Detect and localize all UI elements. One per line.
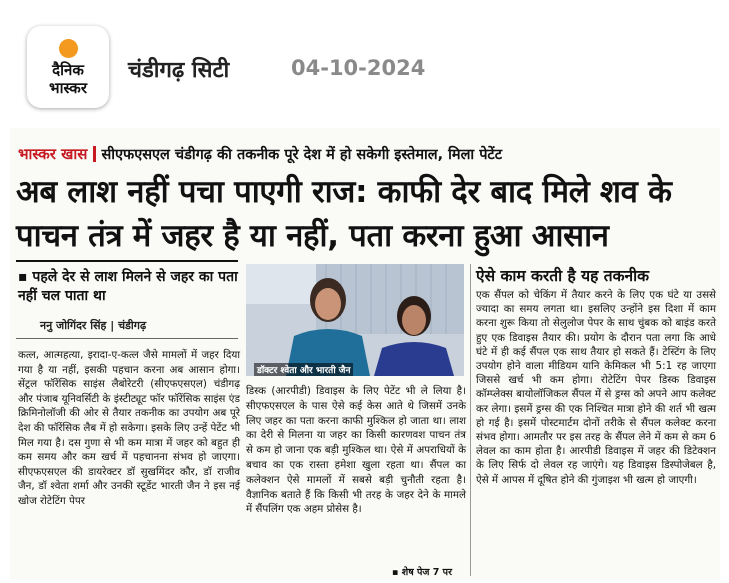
sun-icon: [59, 39, 78, 58]
sidebar-title: ऐसे काम करती है यह तकनीक: [476, 267, 650, 285]
body-column-left: कत्ल, आत्महत्या, इरादा-ए-कत्ल जैसे मामलों में जहर दिया गया है या नहीं, इसकी पहचान करना अब आसान होगा। सेंट्रल फॉरेंसिक साइंस लैबोरेटरी (सीएफएसएल) चंडीगढ़ और पंजाब यूनिवर्सिटी के इंस्टीट्यूट फॉर फॉरेंसिक साइंस एंड क्रिमिनोलॉजी की ओर से तैयार तकनीक का उपयोग अब पूरे देश की फॉरेंसिक लैब में हो सकेगा। इसके लिए उन्हें पेटेंट भी मिल गया है। दस गुणा से भी कम मात्रा में जहर को बहुत ही कम समय और कम खर्च में पहचानना संभव हो जाएगा। सीएफएसएल की डायरेक्टर डॉ सुखमिंदर कौर, डॉ राजीव जैन, डॉ श्वेता शर्मा और उनकी स्टूडेंट भारती जैन ने इस नई खोज रोटेटिंग पेपर: [18, 349, 240, 507]
dainik-bhaskar-logo[interactable]: [27, 26, 109, 108]
logo-text-line2: भास्कर: [49, 79, 87, 97]
body-column-middle: डिस्क (आरपीडी) डिवाइस के लिए पेटेंट भी ले लिया है। सीएफएसएल के पास ऐसे कई केस आते थे जिसमें उनके लिए जहर का पता करना काफी मुश्किल हो जाता था। लाश का देरी से मिलना या जहर का किसी कारणवश पाचन तंत्र से कम हो जाना एक बड़ी मुश्किल था। ऐसे में अपराधियों के बचाव का एक रास्ता हमेशा खुला रहता था। सैंपल का कलेक्शन ऐसे मामलों में सबसे बड़ी चुनौती रहता है। वैज्ञानिक बताते हैं कि किसी भी तरह के जहर देने के मामले में सैंपलिंग एक अहम प्रोसेस है।: [246, 385, 466, 516]
photo-caption: डॉक्टर श्वेता और भारती जैन: [254, 363, 353, 376]
newspaper-clipping[interactable]: [10, 128, 720, 580]
divider: [16, 338, 238, 339]
photo-illustration: [246, 264, 464, 376]
logo-text-line1: दैनिक: [52, 61, 84, 79]
kicker-divider: [93, 146, 96, 162]
article-photo: [246, 264, 464, 376]
column-divider: [470, 264, 471, 576]
edition-title: चंडीगढ़ सिटी: [128, 58, 230, 83]
kicker-text: सीएफएसएल चंडीगढ़ की तकनीक पूरे देश में हो सकेगी इस्तेमाल, मिला पेटेंट: [101, 147, 503, 163]
edition-date: 04-10-2024: [291, 56, 426, 80]
article-headline: अब लाश नहीं पचा पाएगी राज: काफी देर बाद मिले शव के पाचन तंत्र में जहर है या नहीं, पता करना हुआ आसान: [16, 174, 672, 254]
byline: ननु जोगिंदर सिंह | चंडीगढ़: [40, 319, 147, 332]
article-subhead: ▪ पहले देर से लाश मिलने से जहर का पता नहीं चल पाता था: [18, 269, 238, 304]
continued-note: ▪ शेष पेज 7 पर: [392, 567, 452, 578]
kicker-line: [18, 144, 502, 164]
divider: [16, 260, 238, 262]
body-column-right: एक सैंपल को चेकिंग में तैयार करने के लिए एक घंटे या उससे ज्यादा का समय लगता था। इसलिए उन्होंने इस दिशा में काम करना शुरू किया तो सेलुलोज पेपर के साथ चुंबक को बाइंड करते हुए एक डिवाइस तैयार की। प्रयोग के दौरान पता लगा कि आधे घंटे में ही कई सैंपल एक साथ तैयार हो सकते हैं। टेस्टिंग के लिए उपयोग होने वाला मीडियम यानि केमिकल भी 5:1 रह जाएगा जिससे खर्च भी कम होगा। रोटेटिंग पेपर डिस्क डिवाइस कॉम्प्लेक्स बायोलॉजिकल सैंपल में से ड्रग्स को अपने आप कलेक्ट कर लेगा। इसमें ड्रग्स की एक निश्चित मात्रा होने की शर्त भी खत्म हो गई है। इसमें पोस्टमार्टम दोनों तरीके से सैंपल कलेक्ट करना संभव होगा। आमतौर पर इस तरह के सैंपल लेने में कम से कम 6 लेवल का काम होता है। आरपीडी डिवाइस में जहर की डिटेक्शन के लिए सिर्फ दो लेवल रह जाएंगे। यह डिवाइस डिस्पोजेबल है, ऐसे में आपस में दूषित होने की गुंजाइश भी खत्म हो जाएगी।: [476, 289, 716, 486]
brand-kicker: भास्कर खास: [18, 145, 88, 163]
app-header: [0, 0, 729, 120]
